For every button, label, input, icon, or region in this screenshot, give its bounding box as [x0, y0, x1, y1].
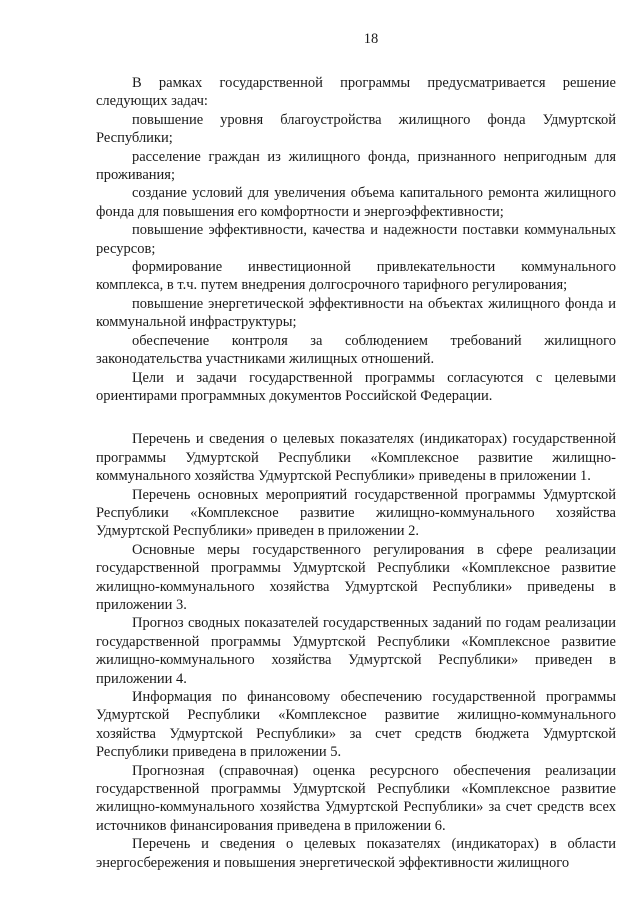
- paragraph-task-1: повышение уровня благоустройства жилищного фонда Удмуртской Республики;: [96, 111, 616, 147]
- paragraph-task-6: повышение энергетической эффективности на объектах жилищного фонда и коммунальной инфраструктуры;: [96, 295, 616, 331]
- paragraph-task-3: создание условий для увеличения объема капитального ремонта жилищного фонда для повышения его комфортности и энергоэффективности;: [96, 185, 616, 220]
- paragraph-appendix-4: Прогноз сводных показателей государственных заданий по годам реализации государственной программы Удмуртской Республики «Комплексное развитие жилищно-коммунального хозяйства Удмуртской Республики» приведен в приложении 4.: [96, 615, 616, 687]
- paragraph-task-2: расселение граждан из жилищного фонда, признанного непригодным для проживания;: [96, 148, 616, 184]
- paragraph-intro: В рамках государственной программы предусматривается решение следующих задач:: [96, 75, 616, 110]
- paragraph-appendix-1: Перечень и сведения о целевых показателях (индикаторах) государственной программы Удмуртской Республики «Комплексное развитие жилищно-коммунального хозяйства Удмуртской Республики» приведены в приложении 1.: [96, 431, 616, 485]
- paragraph-goals: Цели и задачи государственной программы согласуются с целевыми ориентирами программных документов Российской Федерации.: [96, 369, 616, 404]
- page-number: 18: [363, 31, 379, 47]
- paragraph-appendix-2: Перечень основных мероприятий государственной программы Удмуртской Республики «Комплексное развитие жилищно-коммунального хозяйства Удмуртской Республики» приведен в приложении 2.: [96, 486, 616, 540]
- paragraph-energy-indicators: Перечень и сведения о целевых показателях (индикаторах) в области энергосбережения и повышения энергетической эффективности жилищного: [96, 836, 616, 871]
- paragraph-task-5: формирование инвестиционной привлекательности коммунального комплекса, в т.ч. путем внедрения долгосрочного тарифного регулирования;: [96, 259, 616, 294]
- paragraph-appendix-3: Основные меры государственного регулирования в сфере реализации государственной программы Удмуртской Республики «Комплексное развитие жилищно-коммунального хозяйства Удмуртской Республики» приведены в приложении 3.: [96, 541, 616, 613]
- paragraph-task-4: повышение эффективности, качества и надежности поставки коммунальных ресурсов;: [96, 222, 616, 257]
- paragraph-appendix-6: Прогнозная (справочная) оценка ресурсного обеспечения реализации государственной программы Удмуртской Республики «Комплексное развитие жилищно-коммунального хозяйства Удмуртской Республики» за счет средств всех источников финансирования приведена в приложении 6.: [96, 762, 616, 834]
- paragraph-task-7: обеспечение контроля за соблюдением требований жилищного законодательства участниками жилищных отношений.: [96, 332, 616, 368]
- paragraph-appendix-5: Информация по финансовому обеспечению государственной программы Удмуртской Республики «Комплексное развитие жилищно-коммунального хозяйства Удмуртской Республики» за счет средств бюджета Удмуртской Республики приведена в приложении 5.: [96, 689, 616, 761]
